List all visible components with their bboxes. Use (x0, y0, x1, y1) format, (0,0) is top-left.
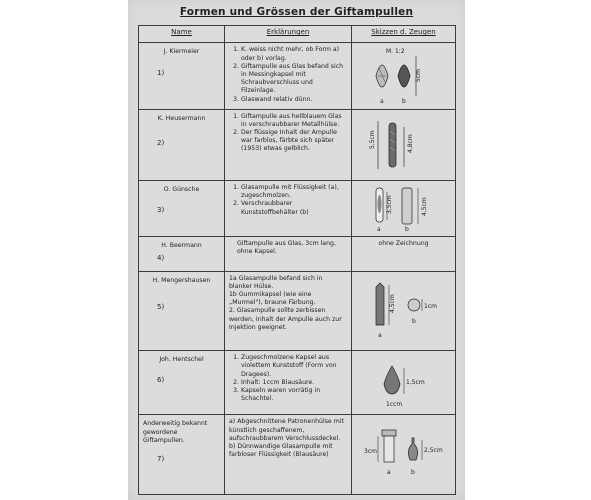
ampoule-sketch (356, 418, 452, 484)
dimension-label: 2,5cm (424, 447, 443, 455)
dimension-label: 1ccm (386, 401, 403, 409)
explanation-item: 1. Glasampulle mit Flüssigkeit (a), zugeschmolzen. (241, 184, 347, 200)
explanation-item: 2. Giftampulle aus Glas befand sich in Messingkapsel mit Schraubverschluss und Filzeinlage. (241, 63, 347, 96)
explanation-cell (225, 43, 352, 109)
ampoule-sketch (356, 275, 452, 343)
sketch-label-b: b (411, 469, 415, 477)
explanation-item: 2. Der flüssige Inhalt der Ampulle war farblos, färbte sich später (1953) etwas gelblich. (241, 129, 347, 154)
witness-name: Joh. Hentschel (159, 356, 204, 364)
explanation-item: 1. Zugeschmolzene Kapsel aus violettem Kunststoff (Form von Dragees). (241, 354, 347, 379)
sketch-label-a: a (380, 98, 384, 105)
name-cell (139, 415, 225, 495)
sketch-cell (352, 109, 456, 180)
column-header-sketches: Skizzen d. Zeugen (352, 26, 456, 43)
explanation-item: 1a Glasampulle befand sich in blanker Hülse. (229, 274, 323, 290)
sketch-cell (352, 237, 456, 272)
witness-name: O. Günsche (163, 185, 200, 193)
explanation-cell (225, 180, 352, 236)
scale-label: M. 1:2 (386, 48, 405, 56)
sketch-label-a: a (378, 331, 382, 339)
dimension-label: 1cm (424, 302, 437, 310)
header-row (139, 26, 456, 43)
dimension-label: 5,5cm (369, 129, 376, 149)
witness-name: K. Heusermann (157, 114, 206, 122)
table-row (139, 415, 456, 495)
row-index: 1) (157, 68, 165, 77)
name-cell (139, 43, 225, 109)
table-row (139, 271, 456, 351)
witness-name: H. Mengershausen (152, 276, 211, 284)
document-page (128, 0, 465, 500)
witness-name: H. Beermann (161, 242, 202, 250)
sketch-cell (352, 415, 456, 495)
name-cell (139, 237, 225, 272)
no-sketch-note: ohne Zeichnung (378, 240, 429, 248)
table-row (139, 351, 456, 415)
table-row (139, 43, 456, 109)
explanation-item: 3. Kapseln waren vorrätig in Schachtel. (241, 387, 347, 403)
column-header-name: Name (139, 26, 225, 43)
dimension-label: 4,8cm (407, 133, 414, 153)
ampoule-sketch (356, 184, 452, 232)
ampoule-sketch (356, 354, 452, 410)
table-row (139, 109, 456, 180)
sketch-cell (352, 351, 456, 415)
ampoule-sketch (356, 113, 452, 175)
column-header-explanations: Erklärungen (225, 26, 352, 43)
sketch-cell (352, 43, 456, 109)
explanation-item: a) Abgeschnittene Patronenhülse mit künstlich geschaffenem, aufschraubbarem Verschlussdeckel. (229, 418, 344, 442)
explanation-cell (225, 271, 352, 351)
name-cell (139, 271, 225, 351)
explanation-item: 2. Glasampulle sollte zerbissen werden, Inhalt der Ampulle auch zur Injektion geeignet. (229, 307, 342, 331)
explanation-item: 1. K. weiss nicht mehr, ob Form a) oder b) vorlag. (241, 46, 347, 62)
explanation-item: 1. Giftampulle aus hellblauem Glas in verschraubbarer Metallhülse. (241, 113, 347, 129)
sketch-label-b: b (402, 98, 406, 105)
sketch-label-b: b (412, 317, 416, 325)
dimension-label: 5cm (415, 69, 422, 83)
sketch-label-a: a (377, 225, 381, 232)
dimension-label: 1,5cm (406, 379, 425, 387)
name-cell (139, 180, 225, 236)
row-index: 7) (157, 455, 165, 464)
ampoule-sketch (356, 46, 452, 104)
table-row (139, 237, 456, 272)
dimension-label: 4,5cm (389, 293, 396, 313)
explanation-item: 2. Verschraubbarer Kunststoffbehälter (b) (241, 200, 347, 216)
name-cell (139, 109, 225, 180)
explanation-item: 1b Gummikapsel (wie eine „Murmel"), braune Färbung. (229, 291, 316, 307)
witness-name: J. Kiermeier (163, 48, 200, 56)
explanation-cell (225, 237, 352, 272)
table-row (139, 180, 456, 236)
name-cell (139, 351, 225, 415)
dimension-label: 3cm (364, 448, 377, 456)
dimension-label: 4,5cm (421, 197, 428, 216)
sketch-label-a: a (387, 469, 391, 477)
sketch-label-b: b (405, 225, 409, 232)
explanation-cell (225, 109, 352, 180)
ampoule-table (138, 25, 456, 495)
row-index: 6) (157, 376, 165, 385)
explanation-cell (225, 415, 352, 495)
row-index: 2) (157, 138, 165, 147)
row-index: 5) (157, 302, 165, 311)
page-title: Formen und Grössen der Giftampullen (179, 6, 414, 18)
row-index: 4) (157, 254, 165, 263)
explanation-item: 2. Inhalt: 1ccm Blausäure. (241, 379, 347, 387)
witness-name: Anderweitig bekannt gewordene Giftampullen. (143, 420, 208, 444)
explanation-cell (225, 351, 352, 415)
explanation-text: Giftampulle aus Glas, 3cm lang, ohne Kapsel. (237, 240, 336, 256)
explanation-item: b) Dünnwandige Glasampulle mit farbloser Flüssigkeit (Blausäure) (229, 443, 333, 459)
sketch-cell (352, 271, 456, 351)
sketch-cell (352, 180, 456, 236)
explanation-item: 3. Glaswand relativ dünn. (241, 96, 347, 104)
dimension-label: 3,5cm (386, 195, 393, 214)
row-index: 3) (157, 206, 165, 215)
